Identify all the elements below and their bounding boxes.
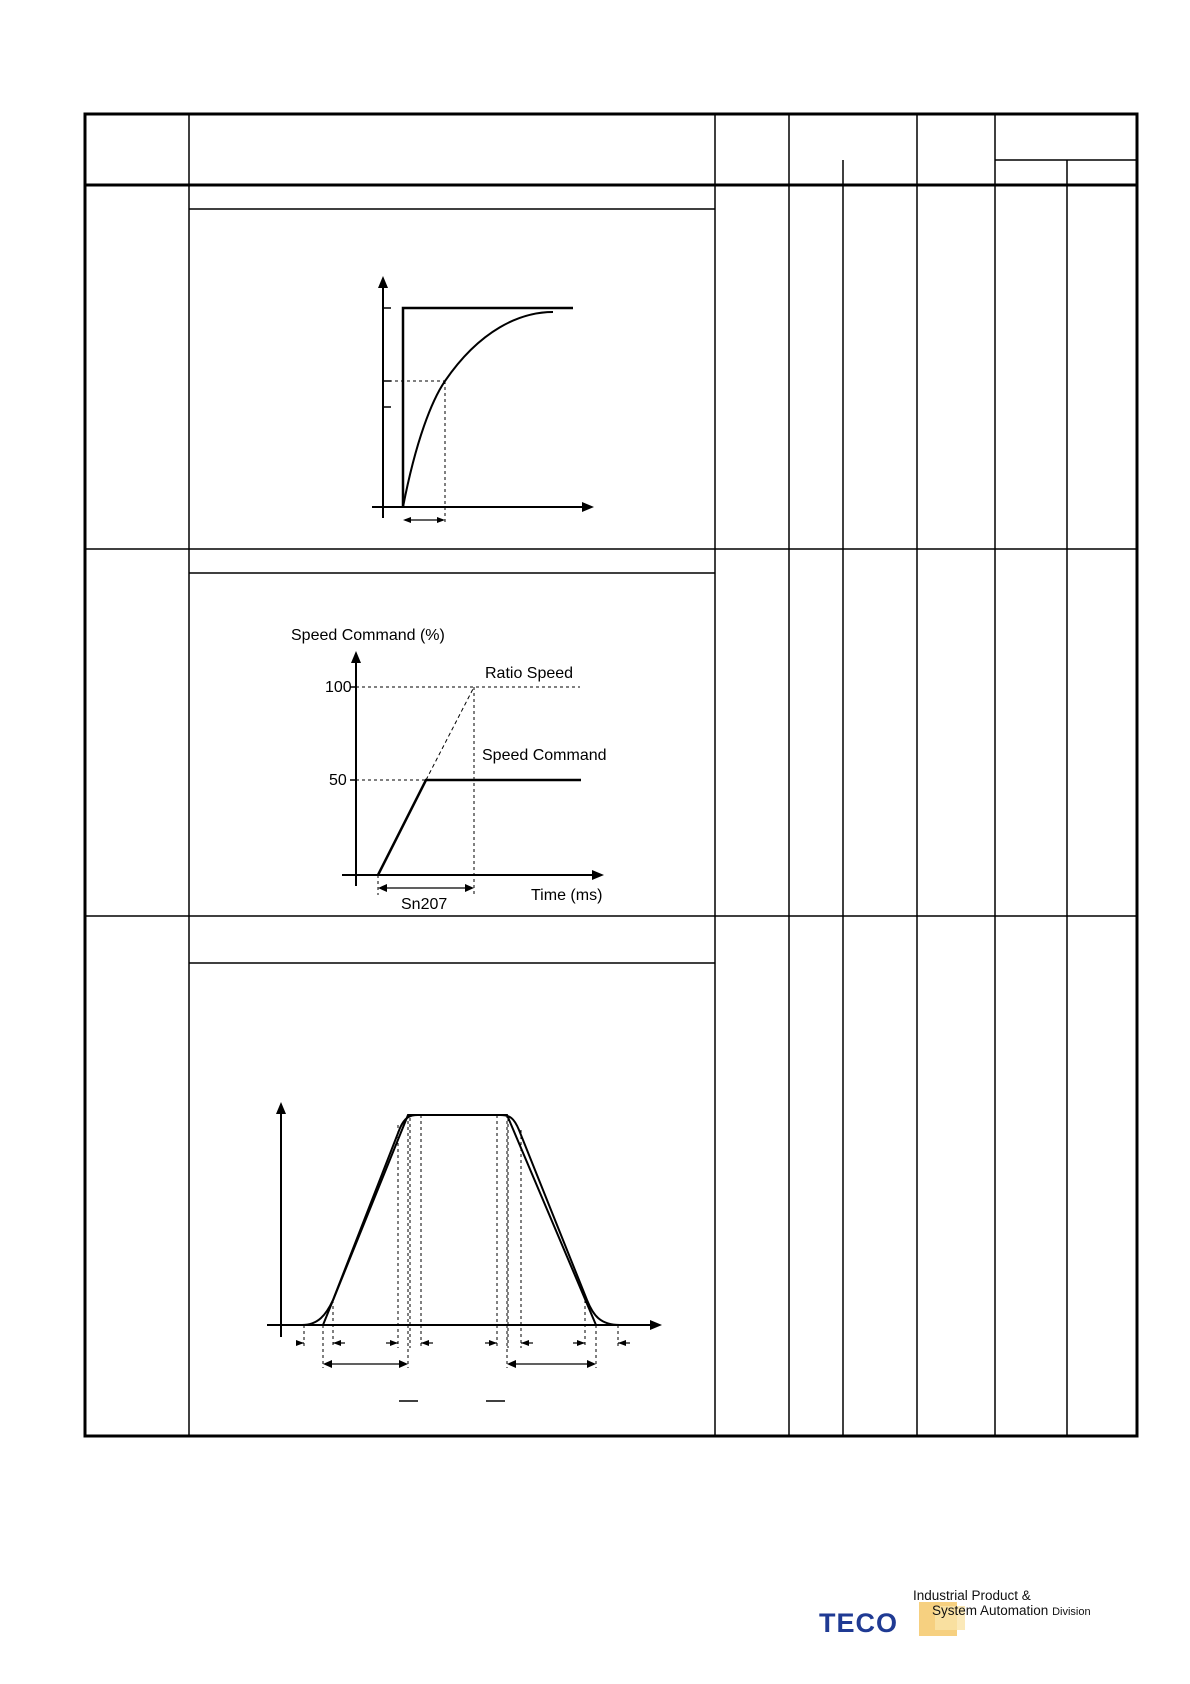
diagram-speed-ratio [291, 627, 607, 913]
brand-logo-text: TECO [819, 1608, 899, 1638]
tick-label-100: 100 [325, 679, 352, 696]
param-label: Sn207 [401, 896, 448, 913]
footer-tagline [913, 1588, 1091, 1620]
ratio-speed-label: Ratio Speed [485, 665, 574, 682]
tagline-line-1: Industrial Product & [913, 1588, 1031, 1603]
diagram-time-constant [372, 276, 594, 525]
y-axis-label: Speed Command (%) [291, 627, 445, 644]
tagline-line-2-main: System Automation [932, 1603, 1049, 1618]
speed-command-label: Speed Command [482, 747, 607, 764]
tagline-line-2 [913, 1603, 1091, 1620]
tagline-line-2-small: Division [1052, 1606, 1091, 1618]
x-axis-label: Time (ms) [531, 887, 603, 904]
table-grid [85, 114, 1137, 1436]
diagram-s-curve [267, 1102, 662, 1401]
tick-label-50: 50 [329, 772, 347, 789]
